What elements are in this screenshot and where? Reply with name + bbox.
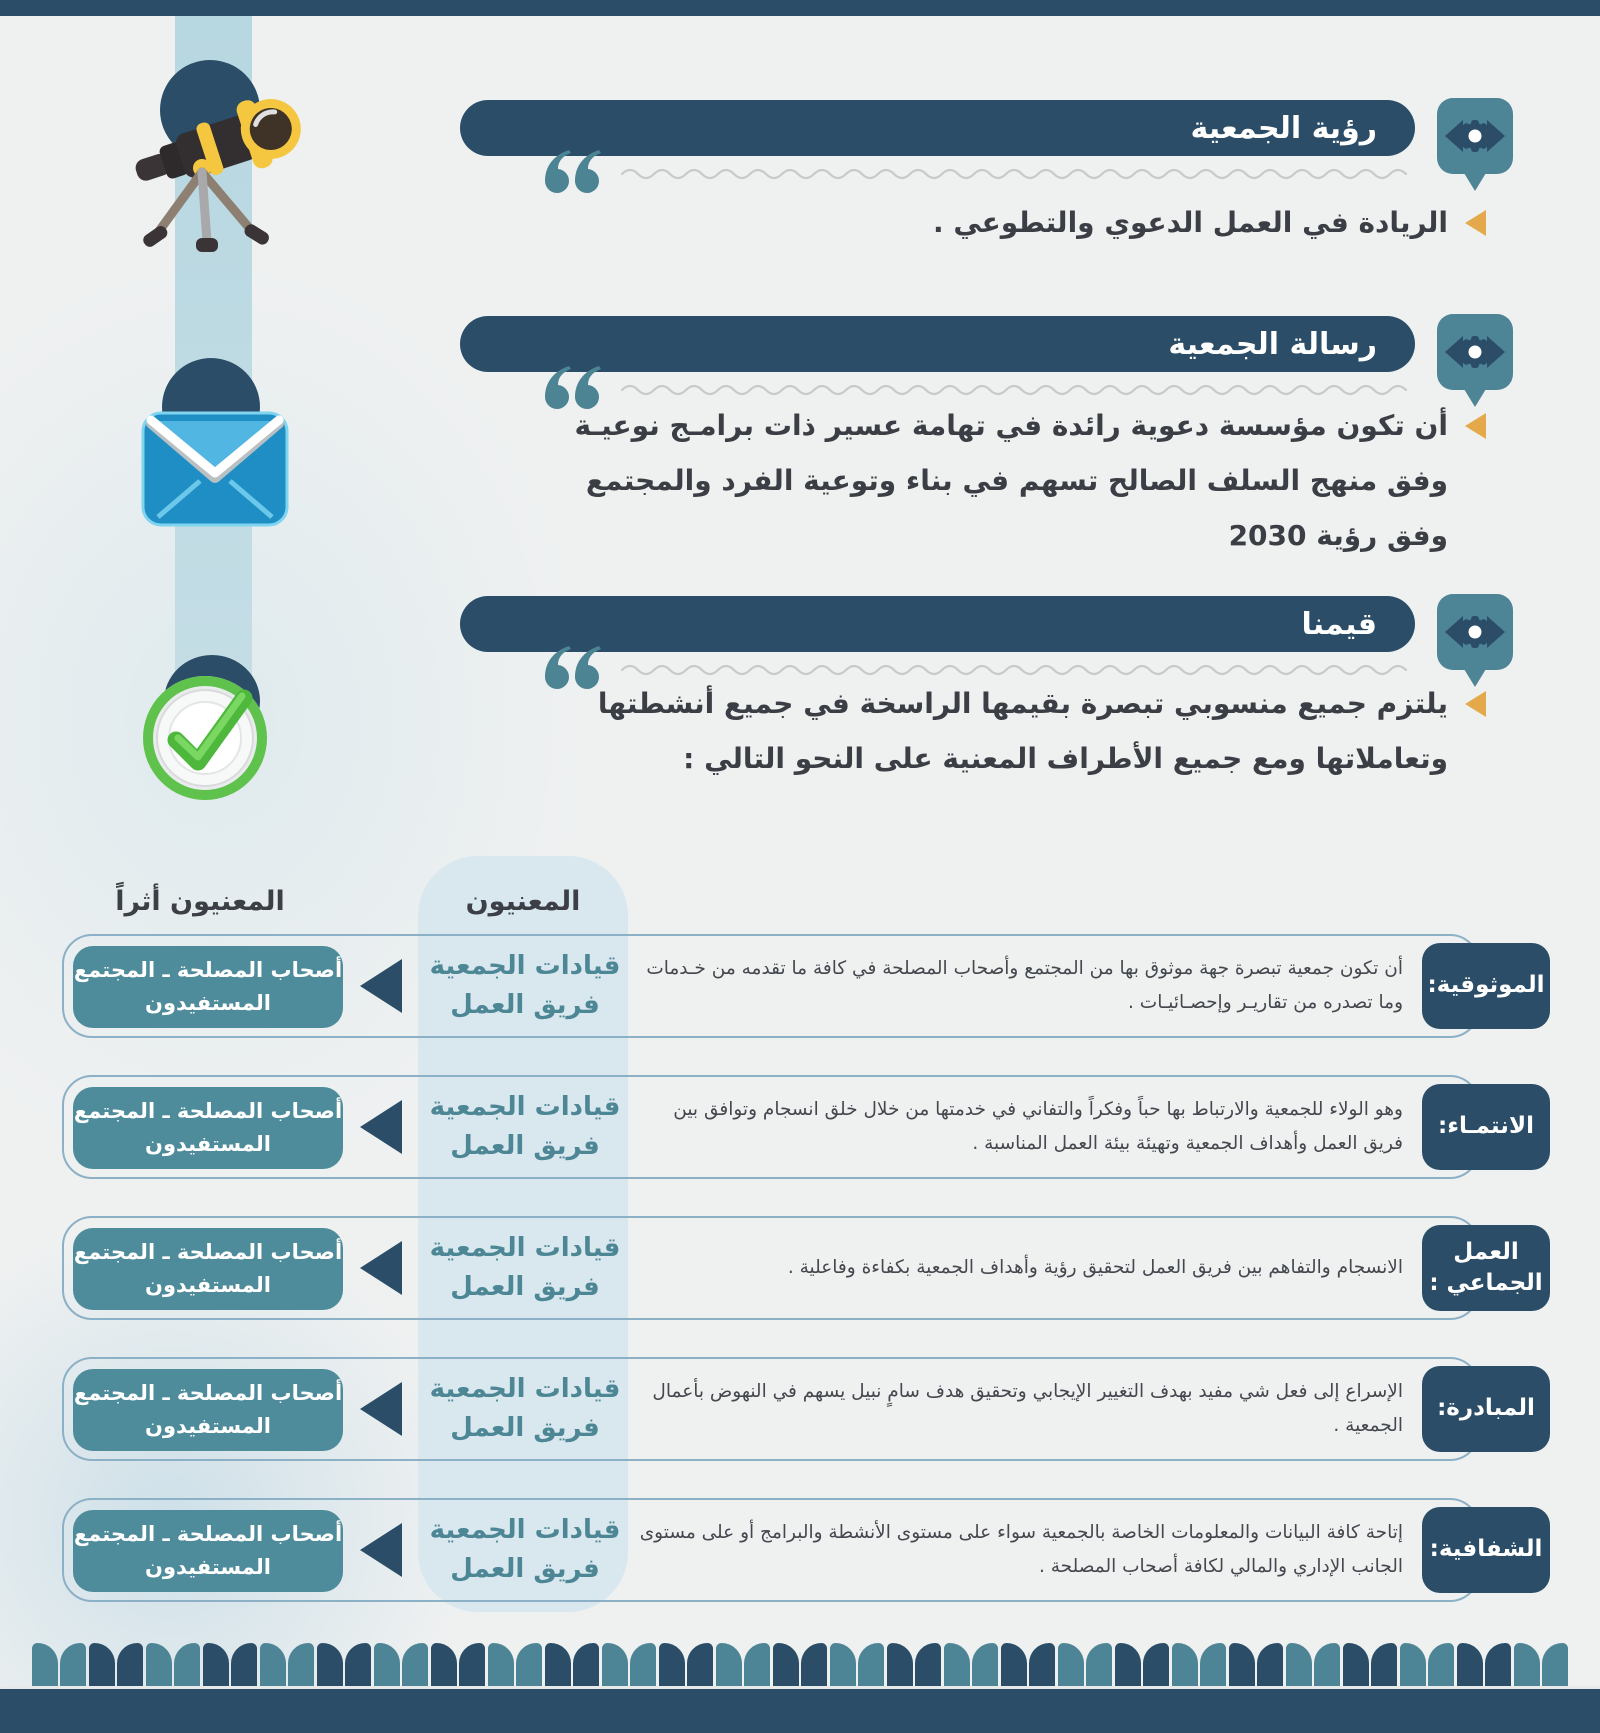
- value-row-trustworthiness: [62, 934, 1545, 1038]
- mission-body-line: أن تكون مؤسسة دعوية رائدة في تهامة عسير ذات برامـج نوعيـة: [575, 398, 1488, 453]
- affected-parties-pill: أصحاب المصلحة ـ المجتمع المستفيدون: [73, 946, 343, 1028]
- value-description: أن تكون جمعية تبصرة جهة موثوق بها من المجتمع وأصحاب المصلحة في كافة ما تقدمه من خـدمات وما تصدره من تقاريـر وإحصـائيـات .: [646, 957, 1403, 1013]
- value-description: الانسجام والتفاهم بين فريق العمل لتحقيق رؤية وأهداف الجمعية بكفاءة وفاعلية .: [787, 1256, 1403, 1278]
- values-body-line: يلتزم جميع منسوبي تبصرة بقيمها الراسخة في جميع أنشطتها: [598, 676, 1488, 731]
- affected-parties-pill: أصحاب المصلحة ـ المجتمع المستفيدون: [73, 1369, 343, 1451]
- petal-pair: [32, 1643, 86, 1687]
- value-row-belonging: [62, 1075, 1534, 1179]
- navy-arrow-icon: [360, 1100, 402, 1154]
- mission-banner: [460, 316, 1415, 372]
- concerned-parties: قيادات الجمعية فريق العمل: [429, 1515, 621, 1584]
- top-border-strip: [0, 0, 1600, 16]
- petal-pair: [1286, 1643, 1340, 1687]
- column-header-affected: المعنيون أثراً: [115, 886, 285, 917]
- affected-parties-pill: أصحاب المصلحة ـ المجتمع المستفيدون: [73, 1510, 343, 1592]
- values-body: [598, 676, 1488, 786]
- value-row-transparency: [62, 1498, 1543, 1602]
- column-header-concerned: المعنيون: [465, 886, 581, 917]
- affected-parties-pill: أصحاب المصلحة ـ المجتمع المستفيدون: [73, 1228, 343, 1310]
- eye-gear-icon: [1437, 98, 1513, 194]
- concerned-parties: قيادات الجمعية فريق العمل: [429, 1233, 621, 1302]
- navy-arrow-icon: [360, 1523, 402, 1577]
- petal-pair: [1172, 1643, 1226, 1687]
- concerned-parties: قيادات الجمعية فريق العمل: [429, 1092, 621, 1161]
- value-name-badge: العمل الجماعي :: [1422, 1225, 1550, 1311]
- telescope-icon: [110, 50, 320, 265]
- petal-pair: [488, 1643, 542, 1687]
- concerned-parties: قيادات الجمعية فريق العمل: [429, 1374, 621, 1443]
- wavy-divider: [620, 382, 1410, 396]
- value-name-badge: الشفافية:: [1422, 1507, 1550, 1593]
- petal-pair: [146, 1643, 200, 1687]
- petal-pair: [317, 1643, 371, 1687]
- navy-arrow-icon: [360, 1241, 402, 1295]
- vision-title: رؤية الجمعية: [1190, 110, 1377, 146]
- petal-pair: [716, 1643, 770, 1687]
- navy-arrow-icon: [360, 1382, 402, 1436]
- vision-body-line: الريادة في العمل الدعوي والتطوعي .: [933, 195, 1488, 250]
- petal-pair: [1001, 1643, 1055, 1687]
- value-row-initiative: [62, 1357, 1535, 1461]
- mission-body-line: وفق منهج السلف الصالح تسهم في بناء وتوعية الفرد والمجتمع: [585, 464, 1448, 497]
- value-description: إتاحة كافة البيانات والمعلومات الخاصة بالجمعية سواء على مستوى الأنشطة والبرامج أو على مستوى الجانب الإداري والمالي لكافة أصحاب المصلحة .: [639, 1521, 1403, 1577]
- petal-pair: [944, 1643, 998, 1687]
- gold-arrow-icon: [1465, 691, 1486, 717]
- petal-border: [0, 1643, 1600, 1687]
- value-row-teamwork: [62, 1216, 1543, 1320]
- vision-banner: [460, 100, 1415, 156]
- petal-pair: [1343, 1643, 1397, 1687]
- petal-pair: [1400, 1643, 1454, 1687]
- value-description: وهو الولاء للجمعية والارتباط بها حباً وفكراً والتفاني في خدمتها من خلال خلق انسجام وتوافق بين فريق العمل وأهداف الجمعية وتهيئة بيئة العمل المناسبة .: [673, 1098, 1403, 1154]
- values-body-line: وتعاملاتها ومع جميع الأطراف المعنية على النحو التالي :: [683, 742, 1448, 775]
- value-description: الإسراع إلى فعل شي مفيد بهدف التغيير الإيجابي وتحقيق هدف سامٍ نبيل يسهم في النهوض بأعمال الجمعية .: [652, 1380, 1403, 1436]
- petal-pair: [260, 1643, 314, 1687]
- check-circle-icon: [130, 660, 285, 815]
- petal-pair: [431, 1643, 485, 1687]
- mission-title: رسالة الجمعية: [1168, 326, 1377, 362]
- petal-pair: [1457, 1643, 1511, 1687]
- gold-arrow-icon: [1465, 210, 1486, 236]
- values-banner: [460, 596, 1415, 652]
- wavy-divider: [620, 662, 1410, 676]
- petal-pair: [887, 1643, 941, 1687]
- quote-icon: [545, 646, 603, 696]
- mission-body-line: وفق رؤية 2030: [1228, 519, 1448, 552]
- petal-pair: [374, 1643, 428, 1687]
- eye-gear-icon: [1437, 314, 1513, 410]
- petal-pair: [773, 1643, 827, 1687]
- affected-parties-pill: أصحاب المصلحة ـ المجتمع المستفيدون: [73, 1087, 343, 1169]
- navy-arrow-icon: [360, 959, 402, 1013]
- value-name-badge: الانتمـاء:: [1422, 1084, 1550, 1170]
- values-title: قيمنا: [1301, 606, 1377, 642]
- petal-pair: [545, 1643, 599, 1687]
- mission-body: [575, 398, 1488, 563]
- vision-body: [933, 195, 1488, 250]
- envelope-icon: [138, 395, 293, 545]
- petal-pair: [659, 1643, 713, 1687]
- concerned-parties: قيادات الجمعية فريق العمل: [429, 951, 621, 1020]
- petal-pair: [602, 1643, 656, 1687]
- petal-pair: [1514, 1643, 1568, 1687]
- bottom-border-strip: [0, 1689, 1600, 1733]
- petal-pair: [89, 1643, 143, 1687]
- quote-icon: [545, 150, 603, 200]
- gold-arrow-icon: [1465, 413, 1486, 439]
- petal-pair: [1115, 1643, 1169, 1687]
- value-name-badge: المبادرة:: [1422, 1366, 1550, 1452]
- value-name-badge: الموثوقية:: [1422, 943, 1550, 1029]
- petal-pair: [830, 1643, 884, 1687]
- petal-pair: [203, 1643, 257, 1687]
- wavy-divider: [620, 166, 1410, 180]
- petal-pair: [1058, 1643, 1112, 1687]
- petal-pair: [1229, 1643, 1283, 1687]
